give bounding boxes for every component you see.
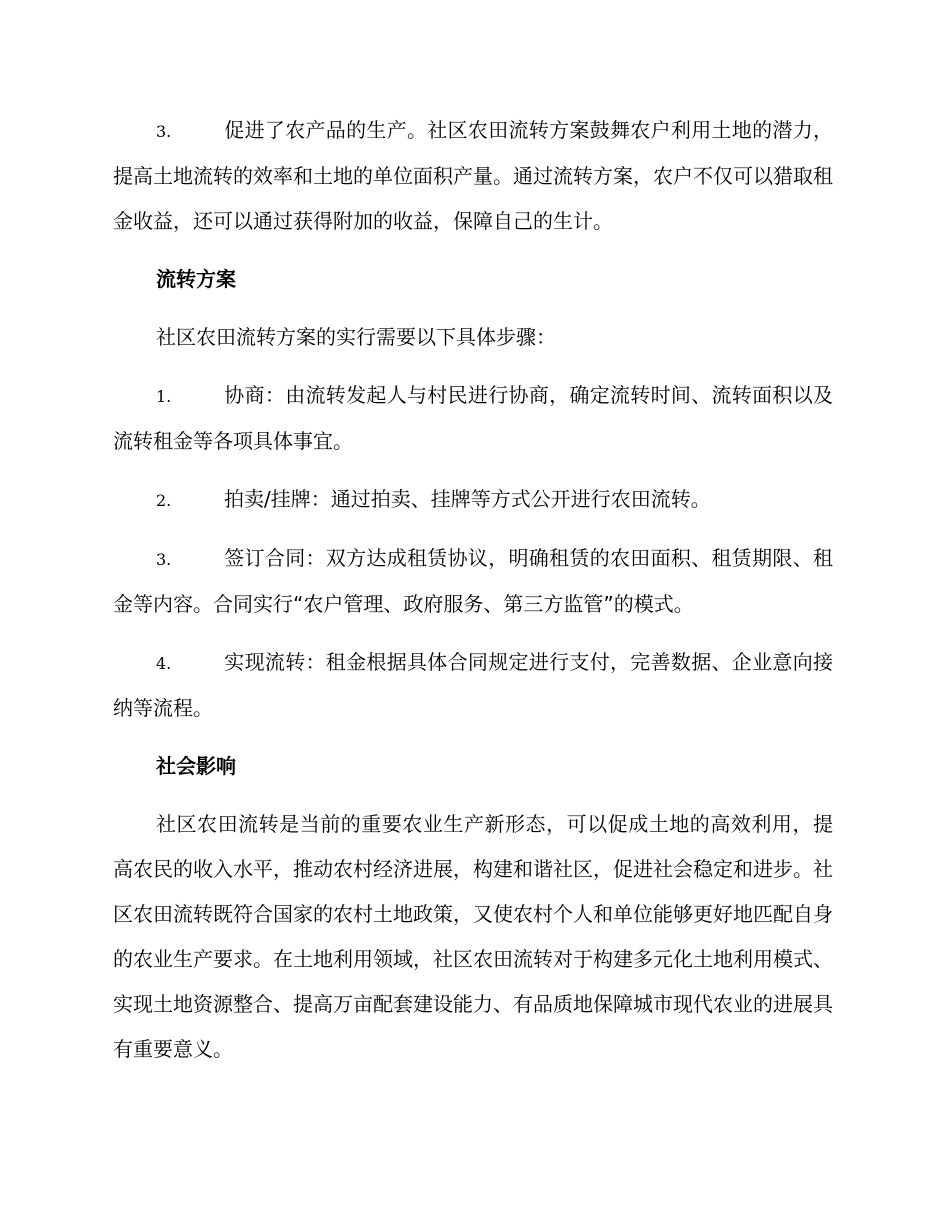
spacer: [113, 789, 833, 802]
spacer: [113, 360, 833, 373]
list-text: 实现流转：租金根据具体合同规定进行支付，完善数据、企业意向接纳等流程。: [113, 650, 833, 720]
section-heading-plan: 流转方案: [156, 267, 236, 291]
spacer: [113, 523, 833, 536]
list-number: 2.: [156, 491, 172, 510]
spacer: [113, 244, 833, 257]
list-number: 3.: [156, 550, 172, 569]
list-item-step-3: [113, 536, 833, 627]
list-item-step-1: [113, 373, 833, 464]
list-item-step-2: [113, 477, 833, 523]
impact-body: 社区农田流转是当前的重要农业生产新形态，可以促成土地的高效利用，提高农民的收入水平，推动农村经济进展，构建和谐社区，促进社会稳定和进步。社区农田流转既符合国家的农村土地政策，又使农村个人和单位能够更好地匹配自身的农业生产要求。在土地利用领域，社区农田流转对于构建多元化土地利用模式、实现土地资源整合、提高万亩配套建设能力、有品质地保障城市现代农业的进展具有重要意义。: [113, 812, 833, 1061]
spacer: [113, 627, 833, 640]
list-text: 协商：由流转发起人与村民进行协商，确定流转时间、流转面积以及流转租金等各项具体事宜。: [113, 383, 833, 453]
spacer: [113, 464, 833, 477]
list-number: 3.: [156, 122, 172, 141]
spacer: [113, 302, 833, 315]
list-item-benefit-3: [113, 108, 833, 244]
list-number: 4.: [156, 654, 172, 673]
list-text: 促进了农产品的生产。社区农田流转方案鼓舞农户利用土地的潜力，提高土地流转的效率和土地的单位面积产量。通过流转方案，农户不仅可以猎取租金收益，还可以通过获得附加的收益，保障自己的生计。: [113, 118, 833, 233]
section-heading-impact: 社会影响: [156, 754, 236, 778]
list-item-step-4: [113, 640, 833, 731]
list-number: 1.: [156, 387, 172, 406]
document-page: [113, 108, 833, 1072]
list-text: 拍卖/挂牌：通过拍卖、挂牌等方式公开进行农田流转。: [224, 487, 711, 511]
spacer: [113, 731, 833, 744]
list-text: 签订合同：双方达成租赁协议，明确租赁的农田面积、租赁期限、租金等内容。合同实行“农户管理、政府服务、第三方监管”的模式。: [113, 546, 833, 616]
plan-intro: 社区农田流转方案的实行需要以下具体步骤：: [156, 325, 556, 349]
